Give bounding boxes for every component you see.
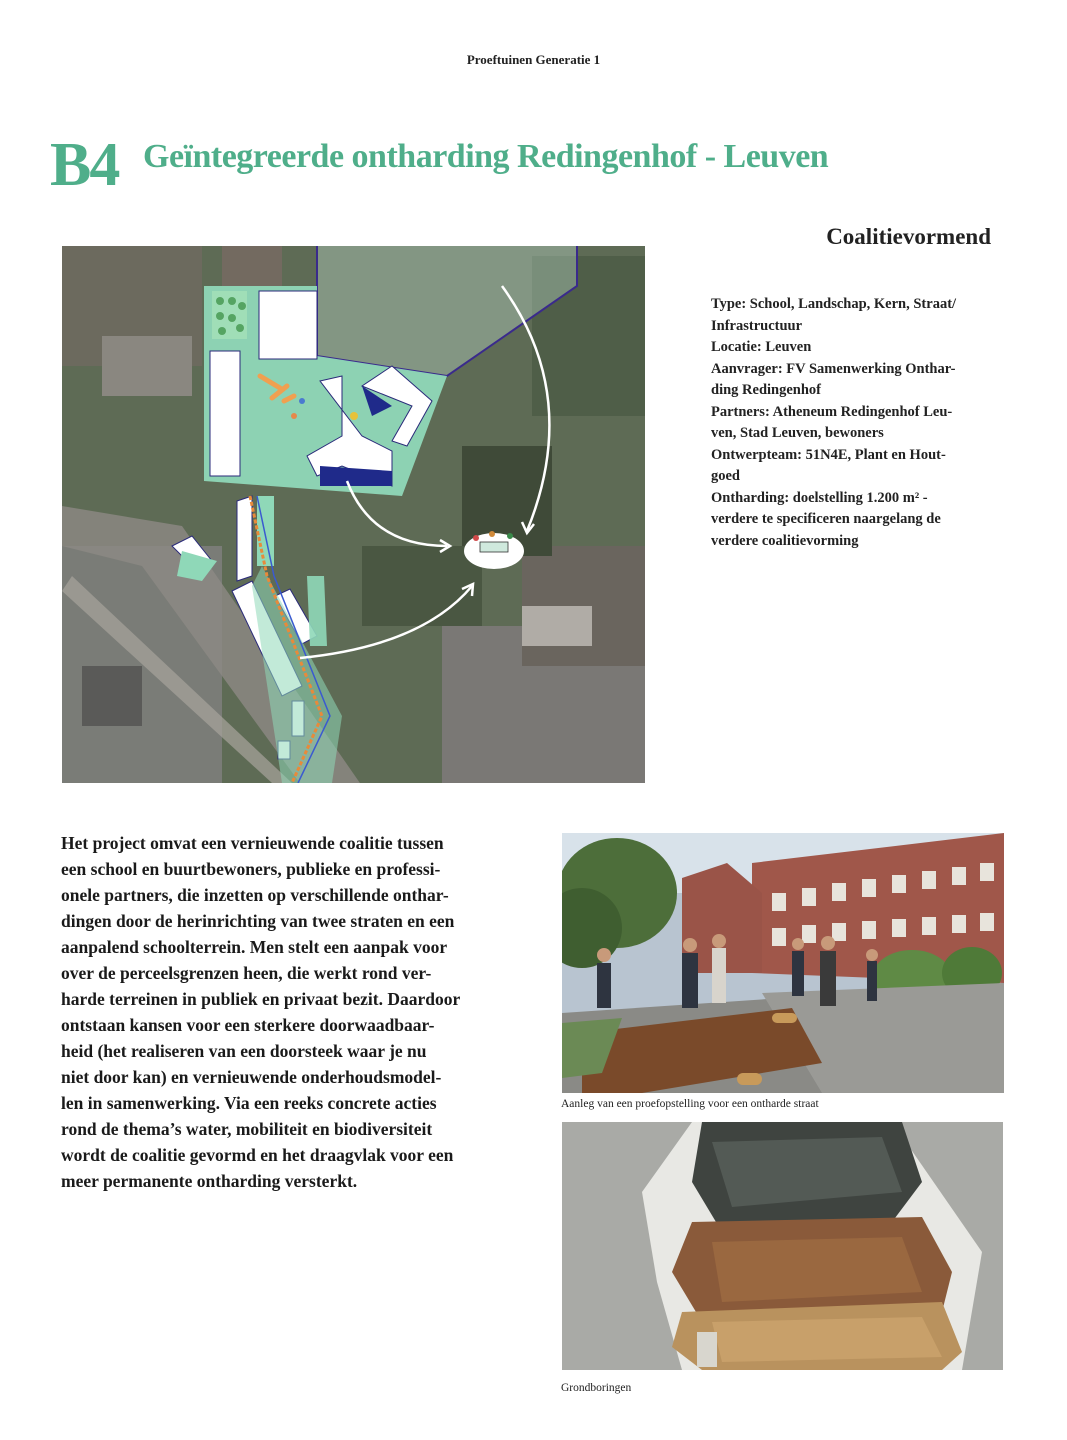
body-line: een school en buurtbewoners, publieke en professi-	[61, 859, 441, 879]
running-header: Proeftuinen Generatie 1	[466, 52, 601, 67]
meta-line: ding Redingenhof	[711, 382, 821, 398]
meta-line: goed	[711, 468, 740, 484]
project-title: Geïntegreerde ontharding Redingenhof - Leuven	[143, 138, 829, 175]
meta-line: Aanvrager: FV Samenwerking Onthar-	[711, 360, 956, 377]
body-line: over de perceelsgrenzen heen, die werkt rond ver-	[61, 963, 432, 983]
body-line: heid (het realiseren van een doorsteek waar je nu	[61, 1041, 427, 1061]
meta-line: Locatie: Leuven	[711, 339, 812, 355]
meta-line: Infrastructuur	[711, 317, 803, 334]
site-plan-map	[62, 246, 645, 783]
body-line: harde terreinen in publiek en privaat bezit. Daardoor	[61, 989, 461, 1009]
meta-line: Type: School, Landschap, Kern, Straat/	[711, 296, 957, 312]
body-line: niet door kan) en vernieuwende onderhoudsmodel-	[61, 1067, 442, 1087]
body-line: rond de thema’s water, mobiliteit en biodiversiteit	[61, 1119, 433, 1139]
photo-caption: Aanleg van een proefopstelling voor een ontharde straat	[561, 1098, 819, 1110]
body-line: meer permanente ontharding versterkt.	[61, 1171, 358, 1191]
body-line: Het project omvat een vernieuwende coalitie tussen	[61, 833, 444, 853]
photo-caption: Grondboringen	[561, 1382, 632, 1394]
project-category: Coalitievormend	[826, 224, 991, 249]
body-line: len in samenwerking. Via een reeks concrete acties	[61, 1093, 437, 1113]
meta-line: Partners: Atheneum Redingenhof Leu-	[711, 403, 953, 420]
photo-soil-illustration	[562, 1122, 1003, 1370]
photo-soil-samples	[562, 1122, 1003, 1370]
meta-line: Ontharding: doelstelling 1.200 m² -	[711, 489, 928, 506]
meta-line: verdere te specificeren naargelang de	[711, 511, 941, 527]
body-line: ontstaan kansen voor een sterkere doorwaadbaar-	[61, 1015, 435, 1035]
meta-line: Ontwerpteam: 51N4E, Plant en Hout-	[711, 446, 946, 463]
photo-street-illustration	[562, 833, 1004, 1093]
body-line: onele partners, die inzetten op verschillende onthar-	[61, 885, 449, 905]
project-description	[61, 830, 513, 1194]
body-line: aanpalend schoolterrein. Men stelt een aanpak voor	[61, 937, 448, 957]
project-code: B4	[50, 131, 119, 199]
body-line: dingen door de herinrichting van twee straten en een	[61, 911, 455, 931]
project-metadata	[711, 294, 991, 552]
aerial-map-illustration	[62, 246, 645, 783]
body-line: wordt de coalitie gevormd en het draagvlak voor een	[61, 1145, 454, 1165]
meta-line: ven, Stad Leuven, bewoners	[711, 425, 884, 441]
photo-street-construction	[562, 833, 1004, 1093]
meta-line: verdere coalitievorming	[711, 532, 859, 549]
